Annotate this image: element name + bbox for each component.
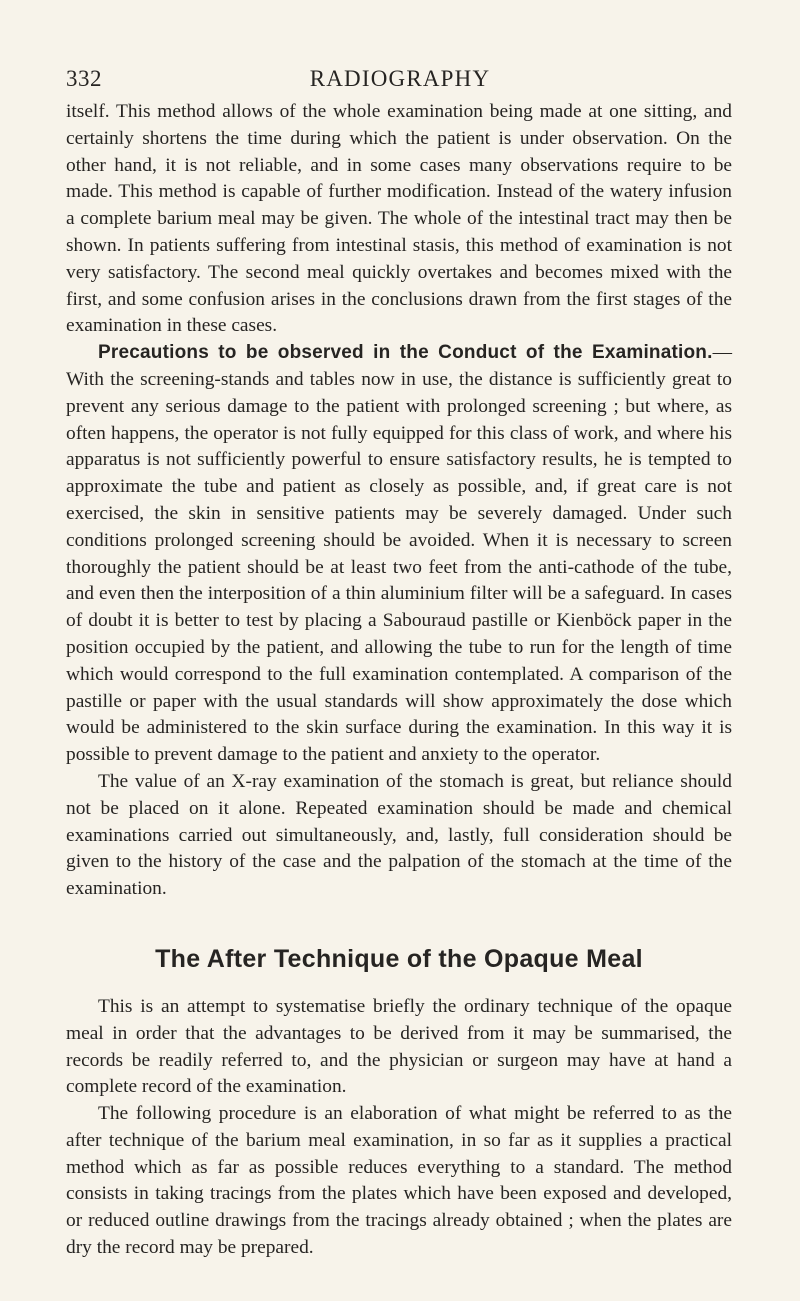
paragraph-systematise: This is an attempt to systematise briefly the ordinary technique of the opaque meal in order that the advantages to be derived from it may be summarised, the records be readily referred to, and the physician or surgeon may have at hand a complete record of the examination. bbox=[66, 995, 732, 1098]
paragraph-continuation: itself. This method allows of the whole examination being made at one sitting, and certainly shortens the time during which the patient is under observation. On the other hand, it is not reliable, and in some cases many observations require to be made. This method is capable of further modification. Instead of the watery infusion a complete barium meal may be given. The whole of the intestinal tract may then be shown. In patients suffering from intestinal stasis, this method of examination is not very satisfactory. The second meal quickly overtakes and becomes mixed with the first, and some confusion arises in the conclusions drawn from the first stages of the examination in these cases. bbox=[66, 101, 732, 337]
body-text bbox=[66, 99, 732, 1262]
page-header bbox=[66, 58, 734, 98]
page-number: 332 bbox=[66, 66, 102, 91]
paragraph-precautions bbox=[66, 340, 732, 769]
section-heading: The After Technique of the Opaque Meal bbox=[155, 944, 643, 973]
running-head: RADIOGRAPHY bbox=[309, 66, 491, 91]
paragraph-procedure: The following procedure is an elaboration of what might be referred to as the after technique of the barium meal examination, in so far as it supplies a practical method which as far as possible reduces everything to a standard. The method consists in taking tracings from the plates which have been exposed and developed, or reduced outline drawings from the tracings already obtained ; when the plates are dry the record may be prepared. bbox=[66, 1103, 732, 1259]
run-in-heading-precautions: Precautions to be observed in the Conduct of the Examination. bbox=[98, 342, 713, 364]
paragraph-xray-value: The value of an X-ray examination of the stomach is great, but reliance should not be placed on it alone. Repeated examination should be made and chemical examinations carried out simultaneously, and, lastly, full consideration should be given to the history of the case and the palpation of the stomach at the time of the examination. bbox=[66, 770, 732, 900]
paragraph-precautions-text: —With the screening-stands and tables now in use, the distance is sufficiently great to prevent any serious damage to the patient with prolonged screening ; but where, as often happens, the operator is not fully equipped for this class of work, and where his apparatus is not sufficiently powerful to ensure satisfactory results, he is tempted to approximate the tube and patient as closely as possible, and, if great care is not exercised, the skin in sensitive patients may be severely damaged. Under such conditions prolonged screening should be avoided. When it is necessary to screen thoroughly the patient should be at least two feet from the anti-cathode of the tube, and even then the interposition of a thin aluminium filter will be a safeguard. In cases of doubt it is better to test by placing a Sabouraud pastille or Kienböck paper in the position occupied by the patient, and allowing the tube to run for the length of time which would correspond to the full examination contemplated. A comparison of the pastille or paper with the usual standards will show approximately the dose which would be administered to the skin surface during the examination. In this way it is possible to prevent damage to the patient and anxiety to the operator. bbox=[66, 342, 732, 766]
